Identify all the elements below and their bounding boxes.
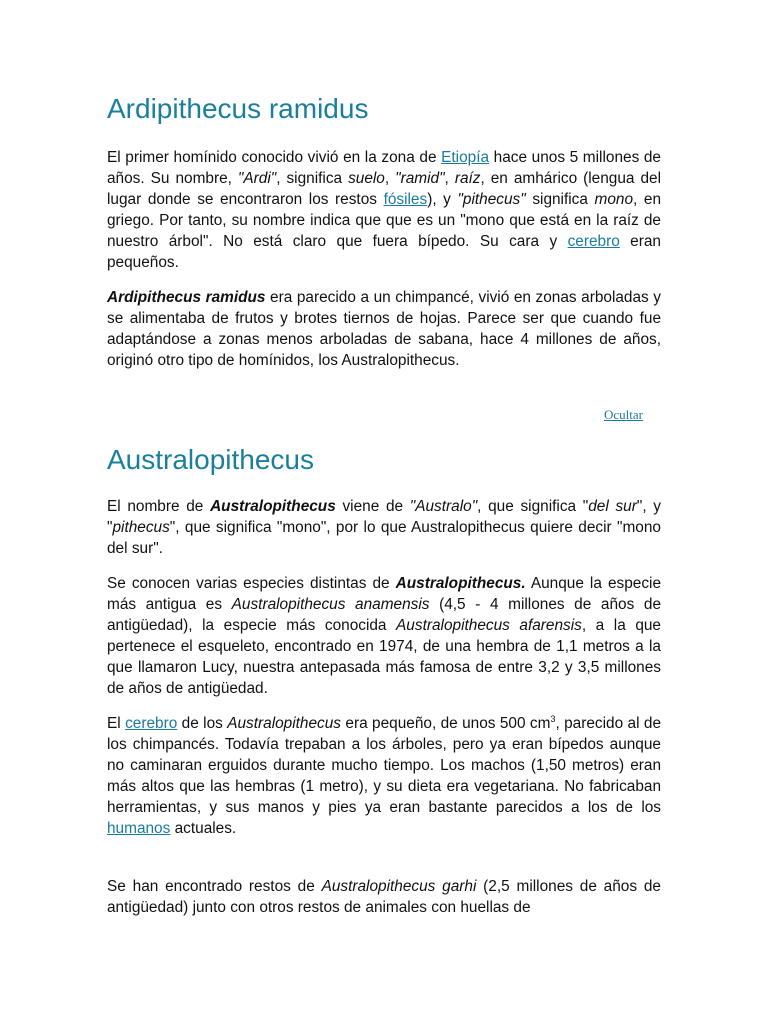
text-span: ), y <box>427 191 458 208</box>
text-span: , parecido al de los chimpancés. Todavía trepaban a los árboles, pero ya eran bípedos aunque no caminaran erguidos durante mucho tiempo. Los machos (1,50 metros) eran más altos que las hembras (1 metro), y su dieta era vegetariana. No fabricaban herramientas, y sus manos y pies ya eran bastante parecidos a los de los <box>107 715 662 816</box>
text-span: El <box>107 715 126 732</box>
text-span: , a la que pertenece el esqueleto, encontrado en 1974, de una hembra de 1,1 metros a la que llamaron Lucy, nuestra antepasada más famosa de entre 3,2 y 3,5 millones de años de antigüedad. <box>107 617 661 697</box>
text-span: El primer homínido conocido vivió en la zona de <box>107 149 442 166</box>
link-humanos[interactable]: humanos <box>107 820 171 837</box>
term-australo: "Australo" <box>409 498 478 515</box>
text-span: , que significa " <box>477 498 589 515</box>
species-garhi: Australopithecus garhi <box>321 878 477 895</box>
text-span: (4,5 - 4 millones de años de antigüedad), la especie más conocida <box>107 596 662 634</box>
heading-australopithecus: Australopithecus <box>107 444 315 475</box>
text-span: actuales. <box>170 820 237 837</box>
text-span: , en griego. Por tanto, su nombre indica que que es un "mono que está en la raíz de nuestro árbol". No está claro que fuera bípedo. Su cara y <box>107 191 662 250</box>
text-span: viene de <box>335 498 410 515</box>
link-fosiles[interactable]: fósiles <box>383 191 428 208</box>
paragraph-australopithecus-anatomy <box>107 713 661 839</box>
text-span: (2,5 millones de años de antigüedad) junto con otros restos de animales con huellas de <box>107 878 661 916</box>
text-span: Se conocen varias especies distintas de <box>107 575 396 592</box>
text-span: ", que significa "mono", por lo que Australopithecus quiere decir "mono del sur". <box>107 519 661 557</box>
paragraph-australopithecus-name <box>107 496 661 559</box>
text-span: Se han encontrado restos de <box>107 878 322 895</box>
text-span: era pequeño, de unos 500 cm <box>341 715 551 732</box>
term-raiz: raíz <box>454 170 481 187</box>
term-mono: mono <box>594 191 634 208</box>
text-span: de los <box>177 715 228 732</box>
text-span: eran pequeños. <box>107 233 661 271</box>
link-cerebro[interactable]: cerebro <box>567 233 620 250</box>
term-ardi: "Ardi" <box>237 170 277 187</box>
text-span: era parecido a un chimpancé, vivió en zonas arboladas y se alimentaba de frutos y brotes tiernos de hojas. Parece ser que cuando fue adaptándose a zonas menos arboladas de sabana, hace 4 millones de años, originó otro tipo de homínidos, los Australopithecus. <box>107 289 661 369</box>
term-pithecus: "pithecus" <box>457 191 526 208</box>
text-span: ", y " <box>107 498 661 536</box>
text-span: , significa <box>276 170 349 187</box>
term-pithecus: pithecus <box>112 519 170 536</box>
species-name: Ardipithecus ramidus <box>107 289 266 306</box>
species-anamensis: Australopithecus anamensis <box>231 596 430 613</box>
text-span: , <box>444 170 455 187</box>
genus-name: Australopithecus. <box>395 575 526 592</box>
hide-link[interactable]: Ocultar <box>604 407 643 422</box>
link-etiopia[interactable]: Etiopía <box>441 149 490 166</box>
text-span: El nombre de <box>107 498 211 515</box>
superscript-3: 3 <box>550 713 556 724</box>
text-span: , <box>384 170 396 187</box>
heading-ardipithecus-ramidus: Ardipithecus ramidus <box>107 93 369 124</box>
paragraph-australopithecus-garhi <box>107 876 661 918</box>
genus-name: Australopithecus <box>210 498 336 515</box>
paragraph-ardipithecus-intro <box>107 147 661 273</box>
paragraph-ardipithecus-habitat <box>107 287 661 371</box>
link-cerebro-2[interactable]: cerebro <box>125 715 178 732</box>
text-span: Aunque la especie más antigua es <box>107 575 662 613</box>
term-ramid: "ramid" <box>395 170 445 187</box>
term-del-sur: del sur <box>588 498 637 515</box>
species-afarensis: Australopithecus afarensis <box>396 617 582 634</box>
paragraph-australopithecus-species <box>107 573 661 699</box>
text-span: significa <box>525 191 595 208</box>
text-span: , en amhárico (lengua del lugar donde se encontraron los restos <box>107 170 661 208</box>
term-suelo: suelo <box>348 170 385 187</box>
genus-name-italic: Australopithecus <box>227 715 342 732</box>
text-span: hace unos 5 millones de años. Su nombre, <box>107 149 661 187</box>
